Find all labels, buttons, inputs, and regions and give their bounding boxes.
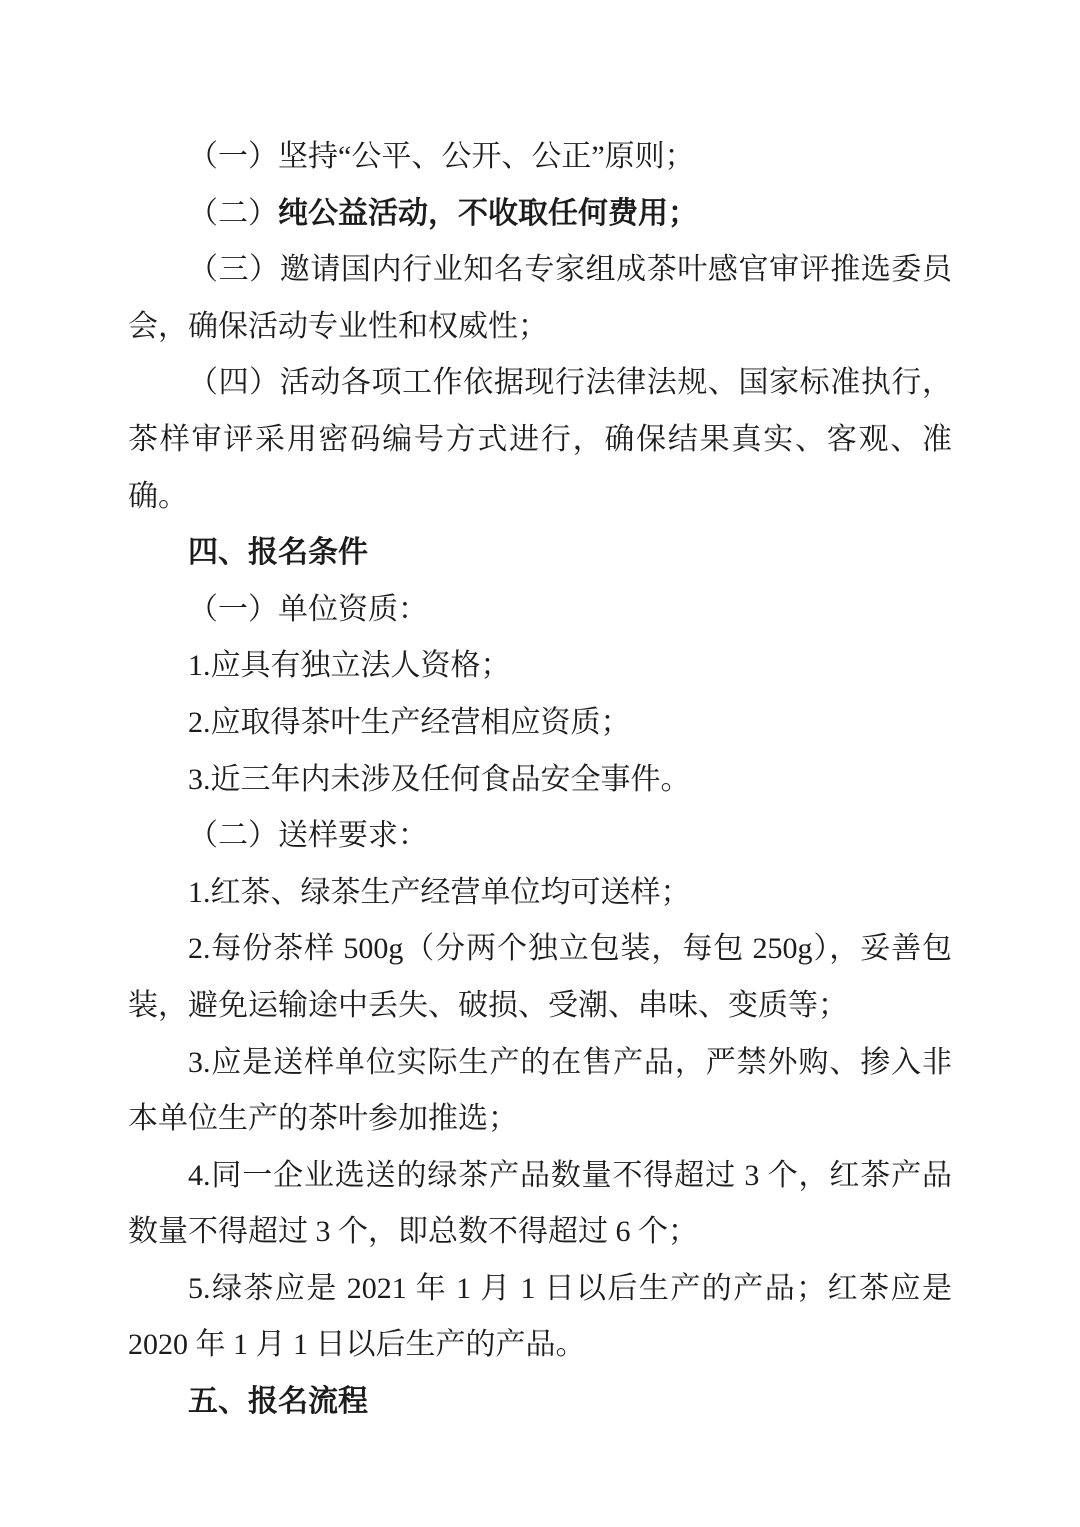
sample-item-2: 2.每份茶样 500g（分两个独立包装，每包 250g），妥善包装，避免运输途中丢失、破损、受潮、串味、变质等； <box>128 932 952 1022</box>
sample-subheading: （二）送样要求： <box>188 819 428 853</box>
sample-item-3: 3.应是送样单位实际生产的在售产品，严禁外购、掺入非本单位生产的茶叶参加推选； <box>128 1045 952 1136</box>
section-heading-registration-conditions: 四、报名条件 <box>188 536 368 570</box>
principle-item-2-bold-text: 纯公益活动，不收取任何费用； <box>278 196 698 230</box>
qualification-item-1: 1.应具有独立法人资格； <box>188 649 511 683</box>
section-heading-registration-process: 五、报名流程 <box>188 1385 368 1419</box>
sample-item-5: 5.绿茶应是 2021 年 1 月 1 日以后生产的产品；红茶应是 2020 年 1 月 1 日以后生产的产品。 <box>128 1271 952 1362</box>
qualification-item-2: 2.应取得茶叶生产经营相应资质； <box>188 705 631 739</box>
principle-item-4: （四）活动各项工作依据现行法律法规、国家标准执行，茶样审评采用密码编号方式进行，确保结果真实、客观、准确。 <box>128 366 952 513</box>
principle-item-3: （三）邀请国内行业知名专家组成茶叶感官审评推选委员会，确保活动专业性和权威性； <box>128 253 952 343</box>
qualification-subheading: （一）单位资质： <box>188 592 428 626</box>
document-body <box>128 129 952 1431</box>
principle-item-1: （一）坚持“公平、公开、公正”原则； <box>188 140 695 173</box>
principle-item-2 <box>128 186 952 243</box>
qualification-item-3: 3.近三年内未涉及任何食品安全事件。 <box>188 762 691 796</box>
sample-item-4: 4.同一企业选送的绿茶产品数量不得超过 3 个，红茶产品数量不得超过 3 个，即总数不得超过 6 个； <box>128 1158 952 1249</box>
sample-item-1: 1.红茶、绿茶生产经营单位均可送样； <box>188 875 691 909</box>
principle-item-2-prefix: （二） <box>188 196 278 230</box>
